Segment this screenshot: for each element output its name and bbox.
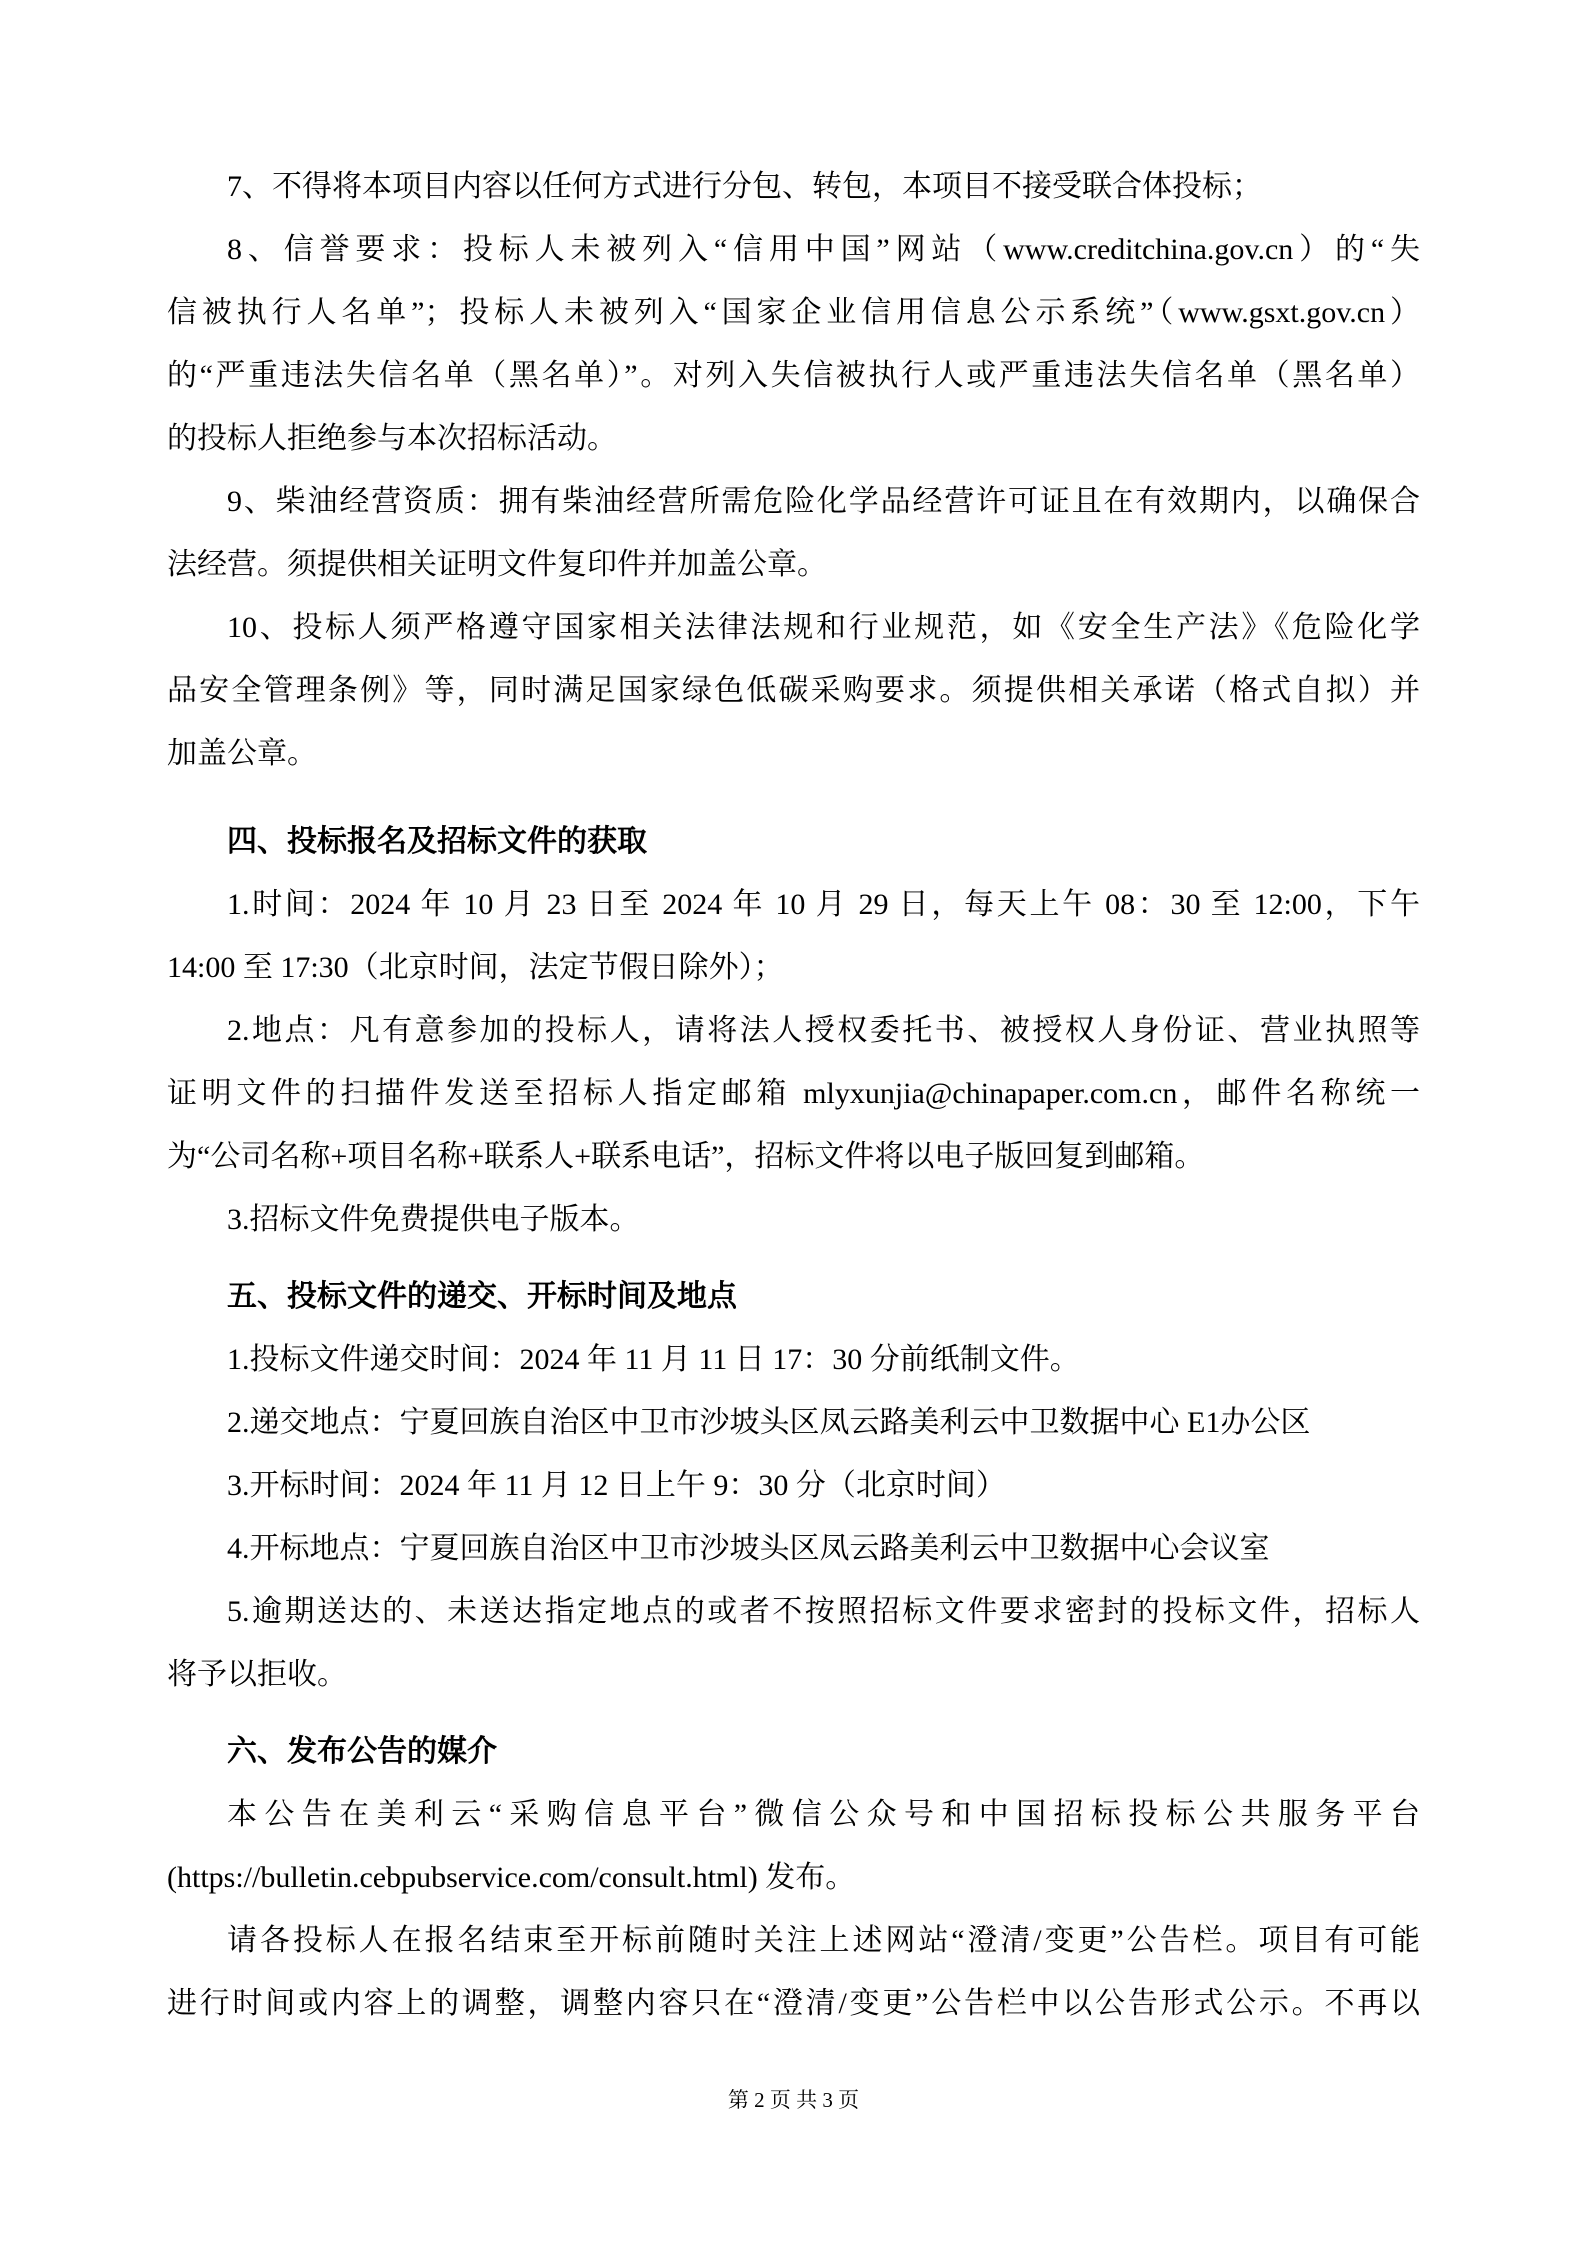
paragraph-line: 2.地点：凡有意参加的投标人，请将法人授权委托书、被授权人身份证、营业执照等 <box>227 1014 1420 1047</box>
paragraph-line: 法经营。须提供相关证明文件复印件并加盖公章。 <box>167 548 827 581</box>
paragraph-line: 7、不得将本项目内容以任何方式进行分包、转包，本项目不接受联合体投标； <box>227 170 1262 203</box>
paragraph-line: 的“严重违法失信名单（黑名单）”。对列入失信被执行人或严重违法失信名单（黑名单） <box>167 359 1420 392</box>
paragraph-line: 10、投标人须严格遵守国家相关法律法规和行业规范，如《安全生产法》《危险化学 <box>227 611 1420 644</box>
paragraph-line: 1.投标文件递交时间：2024 年 11 月 11 日 17：30 分前纸制文件。 <box>227 1343 1080 1376</box>
page-number-footer: 第 2 页 共 3 页 <box>727 2088 860 2112</box>
section-heading-submission: 五、投标文件的递交、开标时间及地点 <box>227 1280 737 1313</box>
paragraph-line-url: (https://bulletin.cebpubservice.com/consult.html) 发布。 <box>167 1861 856 1894</box>
paragraph-line: 的投标人拒绝参与本次招标活动。 <box>167 422 617 455</box>
paragraph-line: 为“公司名称+项目名称+联系人+联系电话”，招标文件将以电子版回复到邮箱。 <box>167 1140 1205 1173</box>
paragraph-line: 本公告在美利云“采购信息平台”微信公众号和中国招标投标公共服务平台 <box>227 1798 1420 1831</box>
paragraph-line: 请各投标人在报名结束至开标前随时关注上述网站“澄清/变更”公告栏。项目有可能 <box>227 1924 1420 1957</box>
paragraph-line: 14:00 至 17:30（北京时间，法定节假日除外）； <box>167 951 784 984</box>
paragraph-line: 将予以拒收。 <box>167 1658 347 1691</box>
section-heading-media: 六、发布公告的媒介 <box>227 1735 497 1768</box>
paragraph-line: 3.开标时间：2024 年 11 月 12 日上午 9：30 分（北京时间） <box>227 1469 1006 1502</box>
paragraph-line: 加盖公章。 <box>167 737 317 770</box>
paragraph-line: 9、柴油经营资质：拥有柴油经营所需危险化学品经营许可证且在有效期内，以确保合 <box>227 485 1420 518</box>
paragraph-line: 品安全管理条例》等，同时满足国家绿色低碳采购要求。须提供相关承诺（格式自拟）并 <box>167 674 1420 707</box>
paragraph-line: 8、信誉要求：投标人未被列入“信用中国”网站（www.creditchina.gov.cn）的“失 <box>227 233 1420 266</box>
paragraph-line: 进行时间或内容上的调整，调整内容只在“澄清/变更”公告栏中以公告形式公示。不再以 <box>167 1987 1420 2020</box>
section-heading-registration: 四、投标报名及招标文件的获取 <box>227 825 647 858</box>
paragraph-line: 信被执行人名单”；投标人未被列入“国家企业信用信息公示系统”（www.gsxt.gov.cn） <box>167 296 1420 329</box>
paragraph-line: 5.逾期送达的、未送达指定地点的或者不按照招标文件要求密封的投标文件，招标人 <box>227 1595 1420 1628</box>
paragraph-line: 4.开标地点：宁夏回族自治区中卫市沙坡头区凤云路美利云中卫数据中心会议室 <box>227 1532 1270 1565</box>
paragraph-line: 1.时间：2024 年 10 月 23 日至 2024 年 10 月 29 日，每天上午 08：30 至 12:00，下午 <box>227 888 1420 921</box>
paragraph-line: 3.招标文件免费提供电子版本。 <box>227 1203 640 1236</box>
document-body <box>167 155 1420 2035</box>
paragraph-line: 证明文件的扫描件发送至招标人指定邮箱 mlyxunjia@chinapaper.com.cn，邮件名称统一 <box>167 1077 1420 1110</box>
paragraph-line: 2.递交地点：宁夏回族自治区中卫市沙坡头区凤云路美利云中卫数据中心 E1办公区 <box>227 1406 1311 1439</box>
